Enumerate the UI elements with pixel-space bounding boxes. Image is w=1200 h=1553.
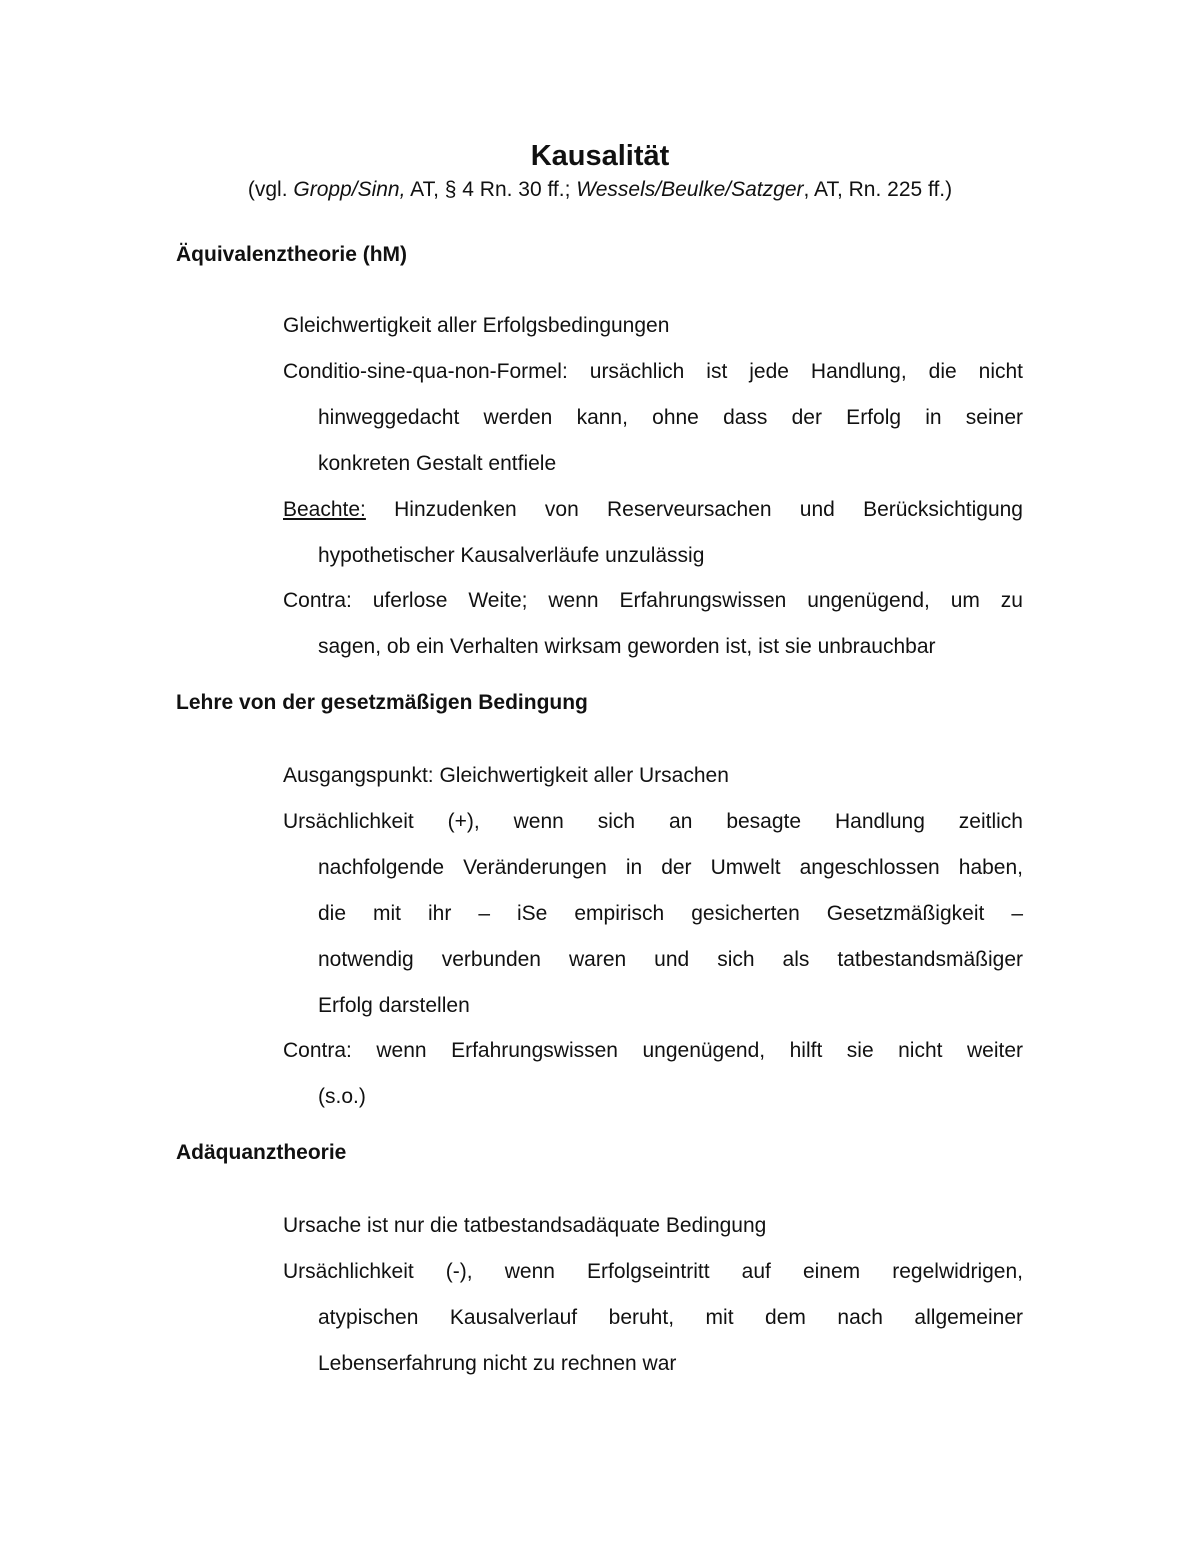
item-text: Ursache ist nur die tatbestandsadäquate Bedingung — [283, 1214, 767, 1237]
citation-author-wessels: Wessels/Beulke/Satzger — [576, 178, 804, 201]
item-line: Erfolg darstellen — [318, 994, 470, 1017]
item-text: Ursächlichkeit (+), wenn sich an besagte Handlung zeitlich — [283, 810, 1023, 833]
item-line: hinweggedacht werden kann, ohne dass der Erfolg in seiner — [318, 406, 1023, 429]
item-line: notwendig verbunden waren und sich als tatbestandsmäßiger — [318, 948, 1023, 971]
list-item — [283, 349, 1023, 487]
list-item — [283, 753, 1023, 799]
item-continuation — [283, 1074, 1023, 1120]
section-heading-aequivalenz: Äquivalenztheorie (hM) — [176, 243, 408, 266]
item-text: Ausgangspunkt: Gleichwertigkeit aller Ursachen — [283, 764, 729, 787]
list-item — [283, 1249, 1023, 1387]
list-item — [283, 799, 1023, 1029]
item-line: (s.o.) — [318, 1085, 366, 1108]
item-text — [283, 487, 1023, 533]
section-heading-gesetzmaessige-bedingung: Lehre von der gesetzmäßigen Bedingung — [176, 691, 588, 714]
item-text: Gleichwertigkeit aller Erfolgsbedingungen — [283, 314, 670, 337]
list-item — [283, 303, 1023, 349]
citation-subtitle — [0, 175, 1200, 205]
item-continuation — [283, 845, 1023, 1029]
item-text: Ursächlichkeit (-), wenn Erfolgseintritt auf einem regelwidrigen, — [283, 1260, 1023, 1283]
item-line: atypischen Kausalverlauf beruht, mit dem nach allgemeiner — [318, 1306, 1023, 1329]
item-text: Conditio-sine-qua-non-Formel: ursächlich ist jede Handlung, die nicht — [283, 360, 1023, 383]
item-line: die mit ihr – iSe empirisch gesicherten Gesetzmäßigkeit – — [318, 902, 1023, 925]
citation-author-gropp: Gropp/Sinn, — [293, 178, 406, 201]
section-heading-adaequanz: Adäquanztheorie — [176, 1141, 347, 1164]
page-title: Kausalität — [530, 140, 670, 172]
item-continuation — [283, 533, 1023, 579]
note-label: Beachte: — [283, 498, 366, 521]
item-line: Lebenserfahrung nicht zu rechnen war — [318, 1352, 677, 1375]
list-item — [283, 1028, 1023, 1120]
citation-part: , AT, Rn. 225 ff.) — [803, 178, 953, 201]
item-continuation — [283, 395, 1023, 487]
list-item — [283, 487, 1023, 579]
item-continuation — [283, 624, 1023, 670]
item-line: hypothetischer Kausalverläufe unzulässig — [318, 544, 705, 567]
item-text: Contra: uferlose Weite; wenn Erfahrungswissen ungenügend, um zu — [283, 589, 1023, 612]
citation-part: (vgl. — [247, 178, 294, 201]
list-item — [283, 1203, 1023, 1249]
item-line: konkreten Gestalt entfiele — [318, 452, 557, 475]
item-text: Contra: wenn Erfahrungswissen ungenügend, hilft sie nicht weiter — [283, 1039, 1023, 1062]
note-text: Hinzudenken von Reserveursachen und Berücksichtigung — [365, 498, 1023, 521]
item-line: nachfolgende Veränderungen in der Umwelt angeschlossen haben, — [318, 856, 1023, 879]
item-line: sagen, ob ein Verhalten wirksam geworden ist, ist sie unbrauchbar — [318, 635, 936, 658]
citation-part: AT, § 4 Rn. 30 ff.; — [405, 178, 577, 201]
list-item — [283, 578, 1023, 670]
item-continuation — [283, 1295, 1023, 1387]
